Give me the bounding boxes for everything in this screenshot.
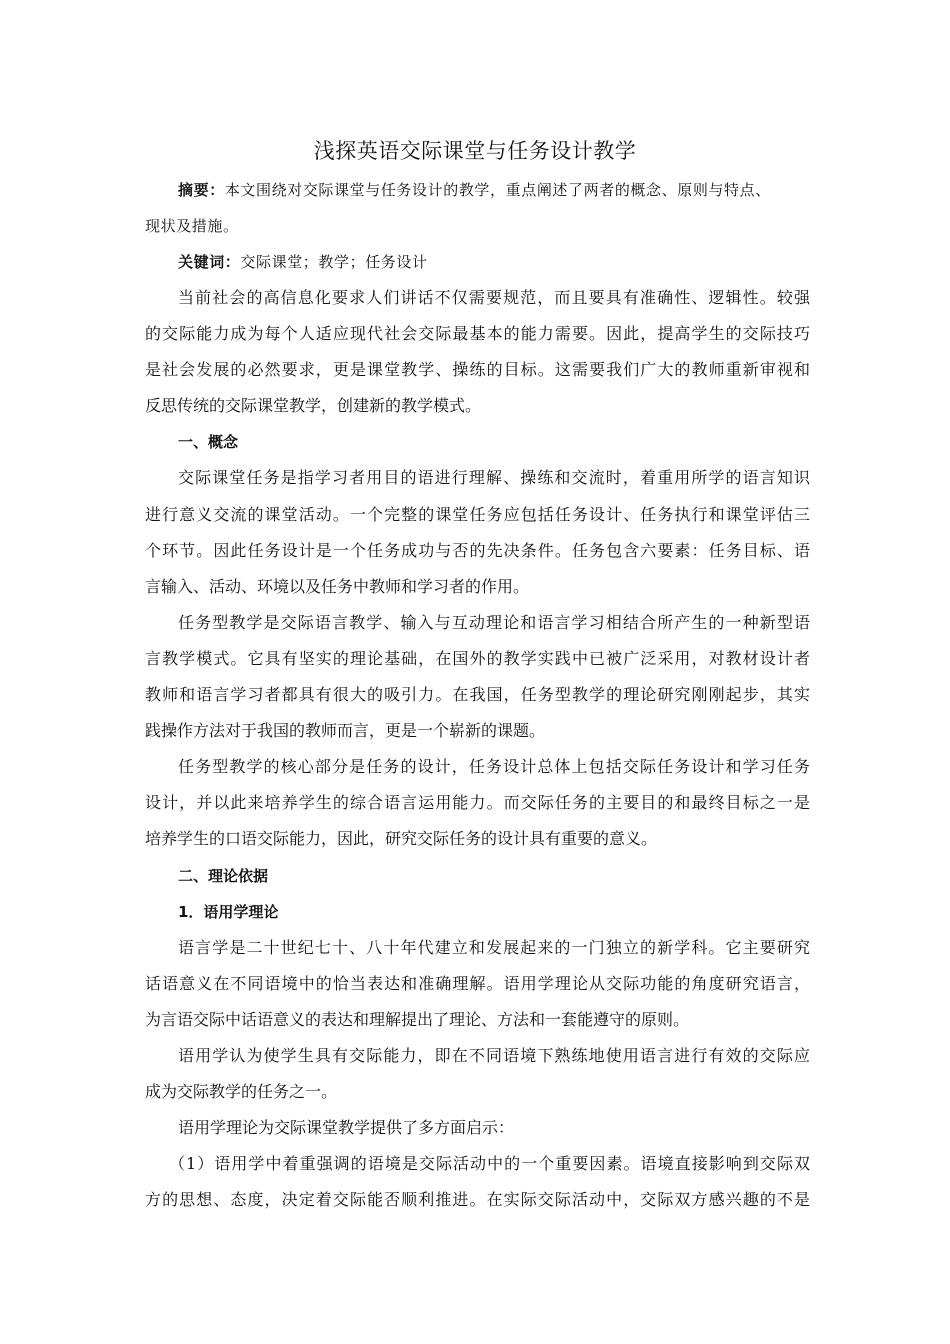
paragraph-line: 个环节。因此任务设计是一个任务成功与否的先决条件。任务包含六要素：任务目标、语 (145, 540, 810, 560)
section-heading (145, 858, 810, 894)
paragraph-line: 任务型教学的核心部分是任务的设计，任务设计总体上包括交际任务设计和学习任务 (178, 757, 810, 777)
paragraph-line: 言输入、活动、环境以及任务中教师和学习者的作用。 (145, 576, 530, 596)
section-heading (145, 424, 810, 460)
paragraph-line: 任务型教学是交际语言教学、输入与互动理论和语言学习相结合所产生的一种新型语 (178, 612, 810, 632)
paragraph-line: 进行意义交流的课堂活动。一个完整的课堂任务应包括任务设计、任务执行和课堂评估三 (145, 504, 810, 524)
paragraph-line: （1）语用学中着重强调的语境是交际活动中的一个重要因素。语境直接影响到交际双 (169, 1154, 810, 1174)
body-text (145, 280, 810, 1218)
intro-line: 当前社会的高信息化要求人们讲话不仅需要规范，而且要具有准确性、逻辑性。较强 (178, 288, 810, 307)
abstract (145, 172, 810, 244)
paragraph-line: 语用学理论为交际课堂教学提供了多方面启示： (178, 1118, 515, 1138)
abstract-label: 摘要： (178, 181, 225, 199)
paragraph-line: 语言学是二十世纪七十、八十年代建立和发展起来的一门独立的新学科。它主要研究 (178, 937, 810, 957)
paragraph-line: 交际课堂任务是指学习者用目的语进行理解、操练和交流时，着重用所学的语言知识 (178, 468, 810, 488)
paragraph-line: 培养学生的口语交际能力，因此，研究交际任务的设计具有重要的意义。 (145, 829, 658, 849)
intro-line: 反思传统的交际课堂教学，创建新的教学模式。 (145, 396, 482, 416)
paragraph-line: 践操作方法对于我国的教师而言，更是一个崭新的课题。 (145, 721, 546, 741)
paragraph-line: 成为交际教学的任务之一。 (145, 1082, 338, 1102)
document-title: 浅探英语交际课堂与任务设计教学 (313, 139, 637, 163)
paragraph-line: 言教学模式。它具有坚实的理论基础，在国外的教学实践中已被广泛采用，对教材设计者 (145, 648, 810, 668)
abstract-line-1 (145, 172, 810, 208)
paragraph-line: 话语意义在不同语境中的恰当表达和准确理解。语用学理论从交际功能的角度研究语言， (145, 973, 810, 993)
keywords-line (145, 244, 810, 280)
section2-heading: 二、理论依据 (178, 866, 269, 885)
abstract-text-1: 本文围绕对交际课堂与任务设计的教学，重点阐述了两者的概念、原则与特点、 (224, 181, 771, 199)
subsection-heading (145, 894, 810, 930)
keywords-text: 交际课堂；教学；任务设计 (240, 253, 428, 271)
paragraph-line: 语用学认为使学生具有交际能力，即在不同语境下熟练地使用语言进行有效的交际应 (178, 1045, 810, 1065)
intro-line: 是社会发展的必然要求，更是课堂教学、操练的目标。这需要我们广大的教师重新审视和 (145, 360, 810, 380)
paragraph-line: 方的思想、态度，决定着交际能否顺利推进。在实际交际活动中，交际双方感兴趣的不是 (145, 1190, 810, 1210)
keywords (145, 244, 810, 280)
section2-subheading: 1．语用学理论 (178, 902, 279, 921)
paragraph-line: 设计，并以此来培养学生的综合语言运用能力。而交际任务的主要目的和最终目标之一是 (145, 793, 810, 813)
abstract-line-2: 现状及措施。 (145, 217, 239, 236)
keywords-label: 关键词： (178, 253, 241, 271)
intro-line: 的交际能力成为每个人适应现代社会交际最基本的能力需要。因此，提高学生的交际技巧 (145, 324, 810, 344)
paragraph-line: 为言语交际中话语意义的表达和理解提出了理论、方法和一套能遵守的原则。 (145, 1009, 690, 1029)
paragraph-line: 教师和语言学习者都具有很大的吸引力。在我国，任务型教学的理论研究刚刚起步，其实 (145, 685, 810, 705)
section1-heading: 一、概念 (178, 433, 239, 452)
